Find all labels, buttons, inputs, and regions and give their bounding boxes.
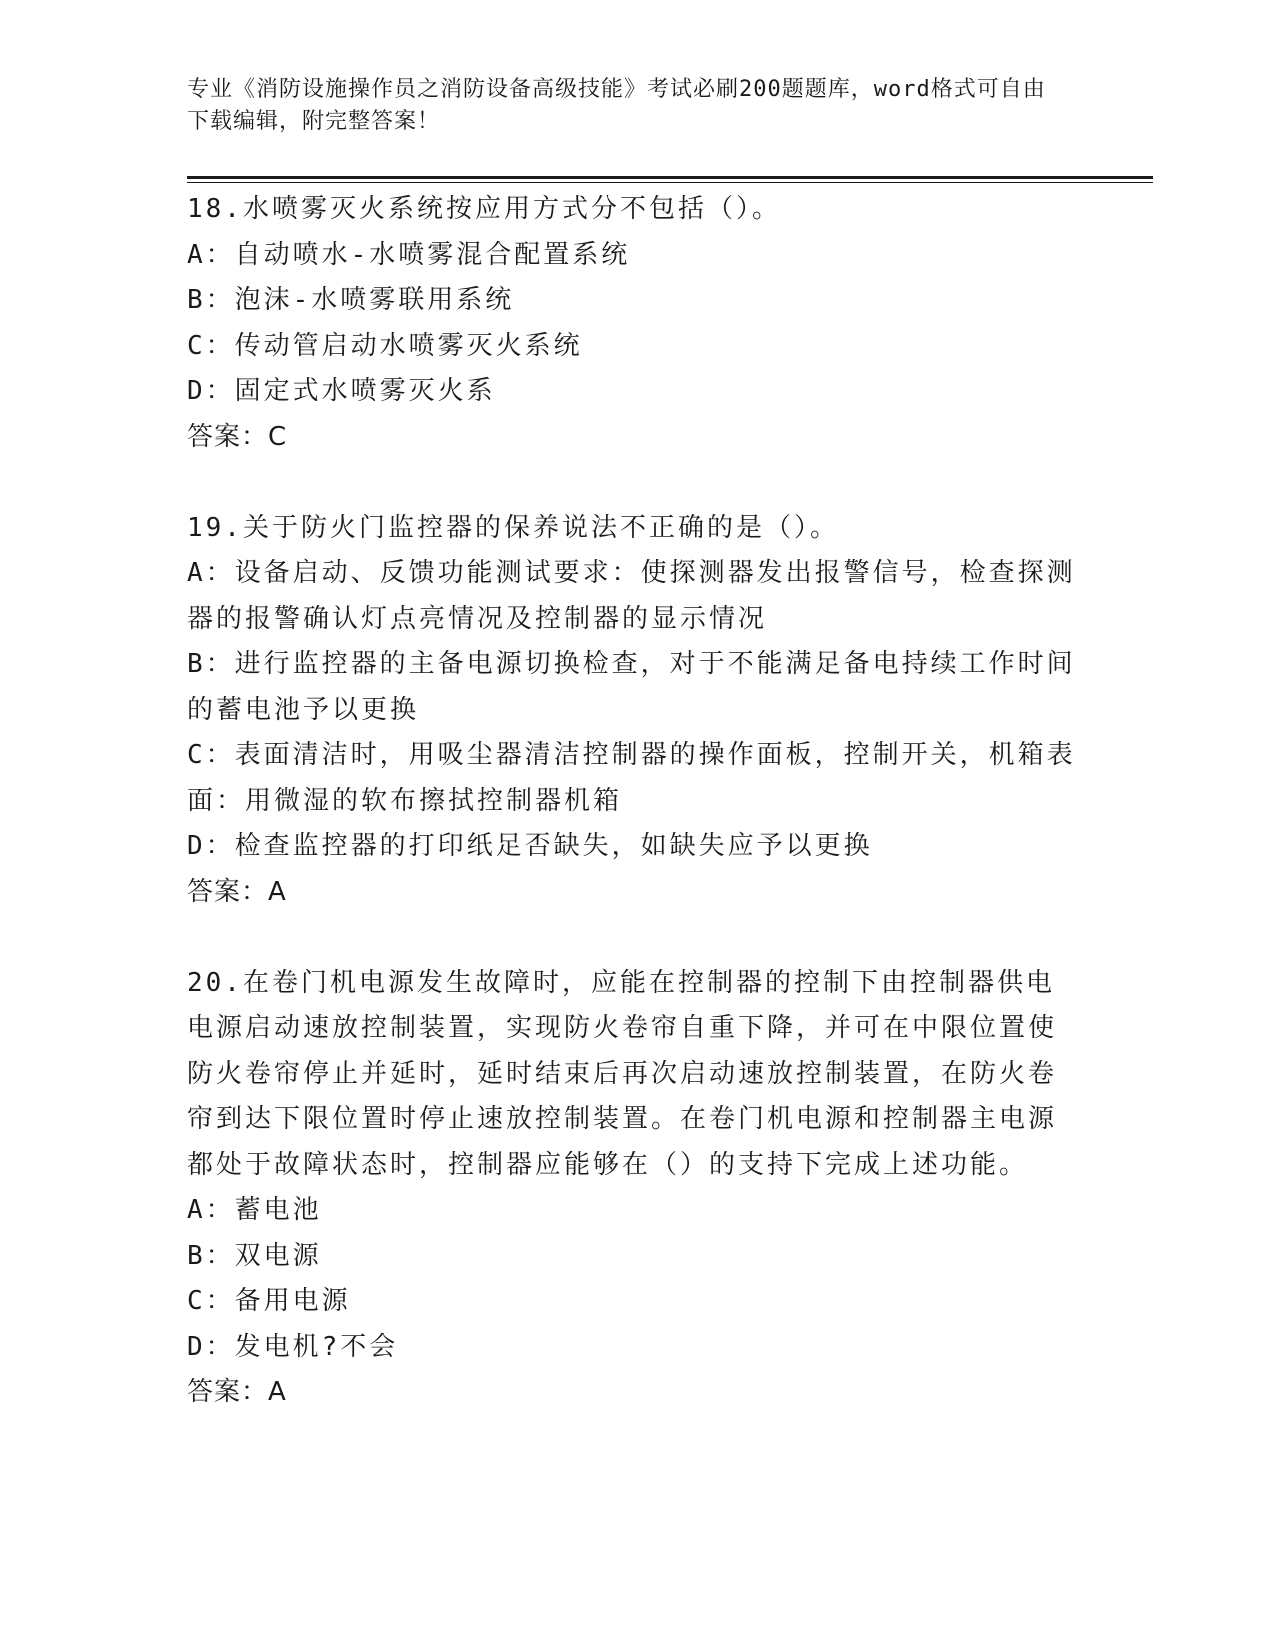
answer-line: 答案：A [187, 1377, 287, 1407]
header-divider-thick [187, 176, 1153, 179]
question-stem: 19.关于防火门监控器的保养说法不正确的是（）。 [187, 512, 839, 543]
option-c: C：备用电源 [187, 1286, 351, 1316]
option-d: D：检查监控器的打印纸足否缺失，如缺失应予以更换 [187, 831, 873, 861]
question-19 [187, 506, 1077, 916]
option-b: B：泡沫-水喷雾联用系统 [187, 285, 515, 315]
question-stem: 18.水喷雾灭火系统按应用方式分不包括（）。 [187, 194, 781, 224]
option-d: D：固定式水喷雾灭火系 [187, 376, 496, 406]
option-c: C：表面清洁时，用吸尘器清洁控制器的操作面板，控制开关，机箱表面：用微湿的软布擦拭控制器机箱 [187, 740, 1076, 816]
question-stem: 20.在卷门机电源发生故障时，应能在控制器的控制下由控制器供电电源启动速放控制装置，实现防火卷帘自重下降，并可在中限位置使防火卷帘停止并延时，延时结束后再次启动速放控制装置，在防火卷帘到达下限位置时停止速放控制装置。在卷门机电源和控制器主电源都处于故障状态时，控制器应能够在（）的支持下完成上述功能。 [187, 967, 1058, 1180]
question-spacer [187, 460, 1077, 506]
answer-line: 答案：C [187, 421, 288, 452]
question-20 [187, 961, 1077, 1416]
question-spacer [187, 915, 1077, 961]
option-a: A：蓄电池 [187, 1195, 322, 1225]
question-18 [187, 187, 1077, 460]
option-d: D：发电机?不会 [187, 1331, 399, 1362]
option-c: C：传动管启动水喷雾灭火系统 [187, 330, 583, 361]
document-header: 专业《消防设施操作员之消防设备高级技能》考试必刷200题题库，word格式可自由下载编辑，附完整答案！ [187, 77, 1046, 134]
header-divider-thin [187, 182, 1153, 183]
option-a: A：自动喷水-水喷雾混合配置系统 [187, 239, 631, 270]
option-a: A：设备启动、反馈功能测试要求：使探测器发出报警信号，检查探测器的报警确认灯点亮情况及控制器的显示情况 [187, 558, 1076, 634]
answer-line: 答案：A [187, 876, 287, 907]
option-b: B：进行监控器的主备电源切换检查，对于不能满足备电持续工作时间的蓄电池予以更换 [187, 649, 1076, 725]
option-b: B：双电源 [187, 1240, 322, 1271]
question-list [187, 187, 1077, 1416]
